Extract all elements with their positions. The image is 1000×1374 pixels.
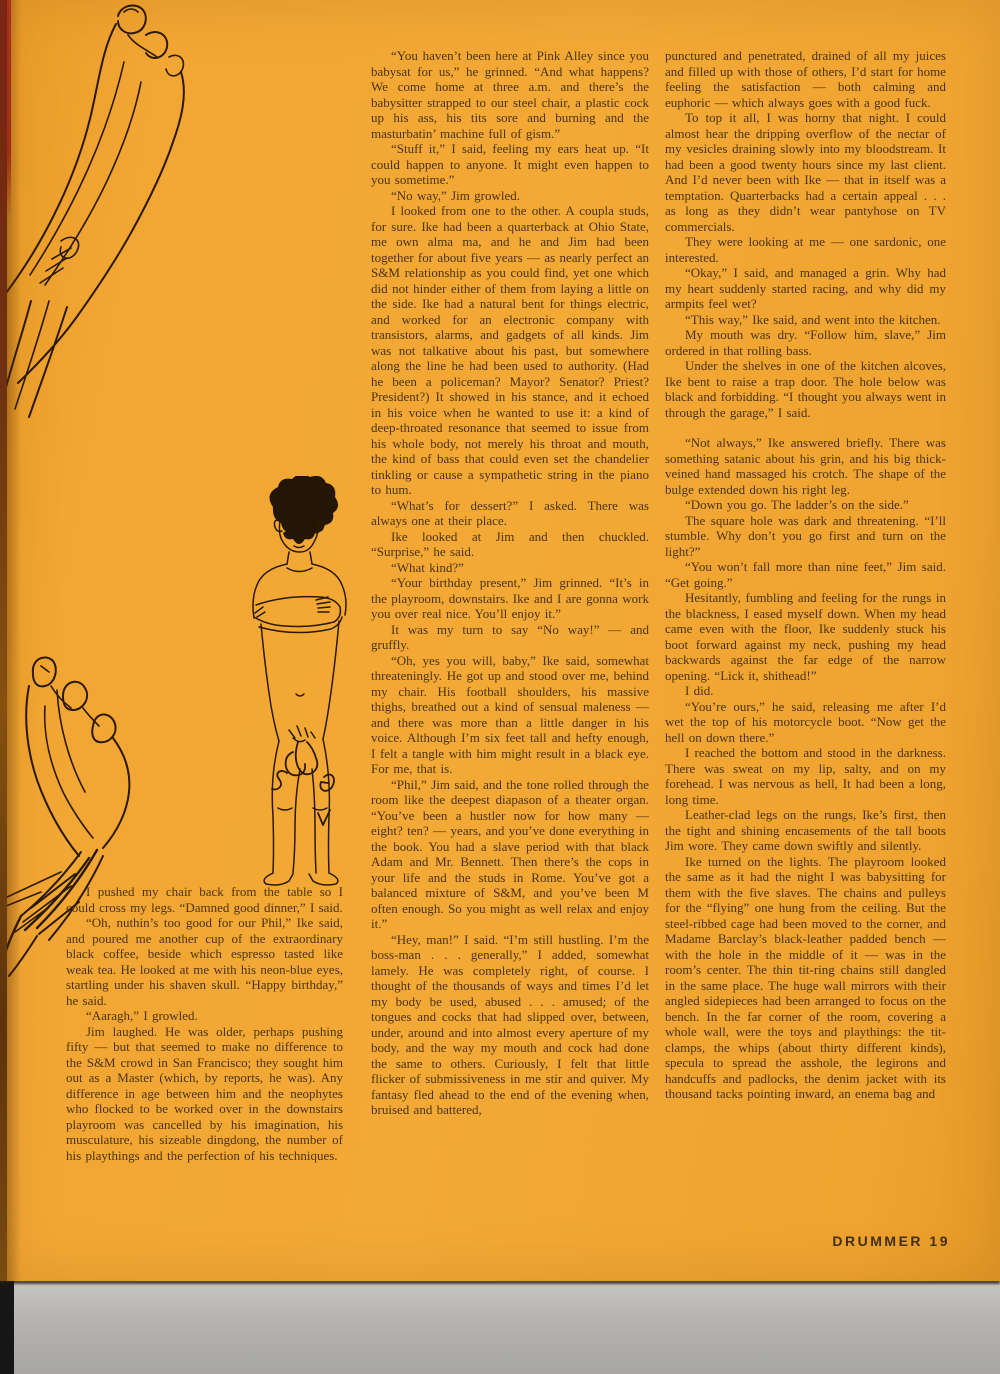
scanner-background	[0, 1281, 1000, 1374]
story-paragraph: Under the shelves in one of the kitchen alcoves, Ike bent to raise a trap door. The hole below was black and forbidding. “I thought you always went in through the garage,” I said.	[665, 358, 946, 420]
story-paragraph: “Aaragh,” I growled.	[86, 1008, 198, 1023]
story-paragraph: Jim laughed. He was older, perhaps pushing fifty — but that seemed to make no difference to the S&M crowd in San Francisco; they sought him out as a Master (which, by reports, he was). Any difference in age between him and the neophytes who flocked to be worked over in the downstairs playroom was cancelled by his imagination, his musculature, his sizeable dingdong, the number of his playthings and the perfection of his techniques.	[66, 1023, 343, 1163]
scan-corner-shadow	[0, 1281, 14, 1374]
story-paragraph: I pushed my chair back from the table so I could cross my legs. “Damned good dinner,” I said.	[66, 884, 343, 915]
story-paragraph: I did.	[685, 683, 714, 698]
story-column-middle	[371, 48, 649, 1246]
story-paragraph: They were looking at me — one sardonic, one interested.	[665, 234, 946, 265]
story-paragraph: “This way,” Ike said, and went into the kitchen.	[685, 311, 941, 327]
story-paragraph: Ike looked at Jim and then chuckled. “Surprise,” he said.	[371, 528, 649, 559]
story-paragraph: “Hey, man!” I said. “I’m still hustling. I’m the boss-man . . . generally,” I added, somewhat lamely. He was completely right, of course. I thought of the thousands of ways and times I’d let my body be used, abused . . . amused; of the tongues and cocks that had slipped over, between, under, around and into almost every aperture of my body, and the way my mouth and cock had done the same to others. Curiously, I felt that little flicker of submissiveness in me stir and quiver. My fantasy fled ahead to the end of the evening when, bruised and battered,	[371, 931, 649, 1117]
story-paragraph: “Oh, yes you will, baby,” Ike said, somewhat threateningly. He got up and stood over me, behind my chair. His football shoulders, his massive thighs, breathed out a kind of sensual maleness — and there was more than a little danger in his voice. Although I’m six feet tall and hefty enough, I felt a tangle with him might result in a black eye. For me, that is.	[371, 652, 649, 776]
story-paragraph: Ike turned on the lights. The playroom looked the same as it had the night I was babysitting for them with the five slaves. The chains and pulleys for the “flying” one hung from the ceiling. But the steel-ribbed cage had been moved to the corner, and Madame Barclay’s black-leather padded bench — with the hole in the middle of it — was in the room’s center. The thin tit-ring chains still dangled in the same place. The huge wall mirrors with their angled sidepieces had been arranged to focus on the bench. In the far corner of the room, covering a whole wall, were the toys and playthings: the tit-clamps, the whips (about thirty different kinds), specula to spread the asshole, the legirons and handcuffs and padlocks, the denim jacket with its thousand tacks pointing inward, an enema bag and	[665, 853, 946, 1101]
top-foot-ink-sketch	[0, 0, 210, 430]
story-paragraph: To top it all, I was horny that night. I could almost hear the dripping overflow of the nectar of my vesicles draining slowly into my bloodstream. It had been a good twenty hours since my last client. And I’d never been with Ike — that in itself was a temptation. Quarterbacks had a certain appeal . . . as long as they didn’t wear pantyhose on TV commercials.	[665, 110, 946, 234]
story-paragraph: “No way,” Jim growled.	[391, 187, 520, 203]
story-paragraph: “Phil,” Jim said, and the tone rolled through the room like the deepest diapason of a theater organ. “You’ve been a hustler now for how many — eight? ten? — years, and you’ve done everything in the book. You had a slave period with that black Adam and Mr. Bennett. Then there’s the cops in your life and the studs in Rome. You’ve got a balanced mixture of S&M, and you’ve been M often enough. So you might as well relax and enjoy it.”	[371, 776, 649, 931]
story-paragraph: “Stuff it,” I said, feeling my ears heat up. “It could happen to anyone. It might even happen to you sometime.”	[371, 141, 649, 187]
story-column-right	[665, 48, 946, 1250]
story-paragraph: “Your birthday present,” Jim grinned. “It’s in the playroom, downstairs. Ike and I are gonna work you over real nice. You’ll enjoy it.”	[371, 575, 649, 621]
spine-dark-edge	[0, 0, 7, 1281]
story-paragraph: “What kind?”	[391, 559, 464, 575]
story-paragraph: The square hole was dark and threatening. “I’ll stumble. Why don’t you go first and turn on the light?”	[665, 512, 946, 559]
story-paragraph: It was my turn to say “No way!” — and gruffly.	[371, 621, 649, 652]
story-paragraph: “You’re ours,” he said, releasing me after I’d wet the top of his motorcycle boot. “Now get the hell on down there.”	[665, 698, 946, 745]
standing-man-ink-sketch	[223, 476, 375, 886]
story-paragraph: I reached the bottom and stood in the darkness. There was sweat on my lip, salty, and on my forehead. I was nervous as hell, It had been a long, long time.	[665, 745, 946, 807]
story-paragraph: My mouth was dry. “Follow him, slave,” Jim ordered in that rolling bass.	[665, 327, 946, 358]
spine-shadow	[7, 0, 21, 1281]
story-paragraph: “What’s for dessert?” I asked. There was always one at their place.	[371, 497, 649, 528]
story-paragraph: Hesitantly, fumbling and feeling for the rungs in the blackness, I eased myself down. When my head came even with the floor, Ike suddenly stuck his boot forward against my neck, pushing my head backwards against the far edge of the narrow opening. “Lick it, shithead!”	[665, 590, 946, 683]
story-paragraph: “Okay,” I said, and managed a grin. Why had my heart suddenly started racing, and why did my armpits feel wet?	[665, 265, 946, 311]
story-paragraph: “You won’t fall more than nine feet,” Jim said. “Get going.”	[665, 559, 946, 590]
story-column-left	[66, 884, 343, 1229]
story-paragraph: “You haven’t been here at Pink Alley since you babysat for us,” he grinned. “And what happens? We come home at three a.m. and there’s the babysitter strapped to our steel chair, a plastic cock up his ass, his tits sore and burning and the masturbatin’ machine full of gism.”	[371, 48, 649, 141]
story-paragraph: I looked from one to the other. A coupla studs, for sure. Ike had been a quarterback at Ohio State, me own alma ma, and he and Jim had been together for about five years — as nearly perfect an S&M relationship as you could find, yet one which did not hinder either of them from laying a little on the side. Ike had a natural bent for things electric, and worked for an electronic company with transistors, alarms, and gadgets of all kinds. Jim was not talkative about his past, but somewhere along the line he had been used to authority. (Had he been a policeman? Mayor? Senator? Priest? President?) It showed in his stance, and it echoed in his voice when he wanted to use it: a kind of deep-throated resonance that seemed to issue from his whole body, not merely his throat and mouth, the kind of bass that could even set the chandelier tinkling or cause a sympathetic string in the piano to hum.	[371, 203, 649, 497]
story-paragraph: “Oh, nuthin’s too good for our Phil,” Ike said, and poured me another cup of the extraordinary black coffee, beside which espresso tasted like weak tea. He looked at me with his neon-blue eyes, startling under his shaven skull. “Happy birthday,” he said.	[66, 915, 343, 1008]
story-paragraph: “Down you go. The ladder’s on the side.”	[685, 497, 909, 512]
story-paragraph: punctured and penetrated, drained of all my juices and filled up with those of others, I’d start for home feeling the satisfaction — both calming and euphoric — which always goes with a good fuck.	[665, 48, 946, 110]
story-paragraph: “Not always,” Ike answered briefly. There was something satanic about his grin, and his big thick-veined hand massaged his crotch. The shape of the bulge extended down his right leg.	[665, 435, 946, 497]
story-paragraph: Leather-clad legs on the rungs, Ike’s first, then the tight and shining encasements of the tall boots Jim wore. They came down swiftly and silently.	[665, 807, 946, 853]
page-footer: DRUMMER 19	[832, 1233, 950, 1249]
